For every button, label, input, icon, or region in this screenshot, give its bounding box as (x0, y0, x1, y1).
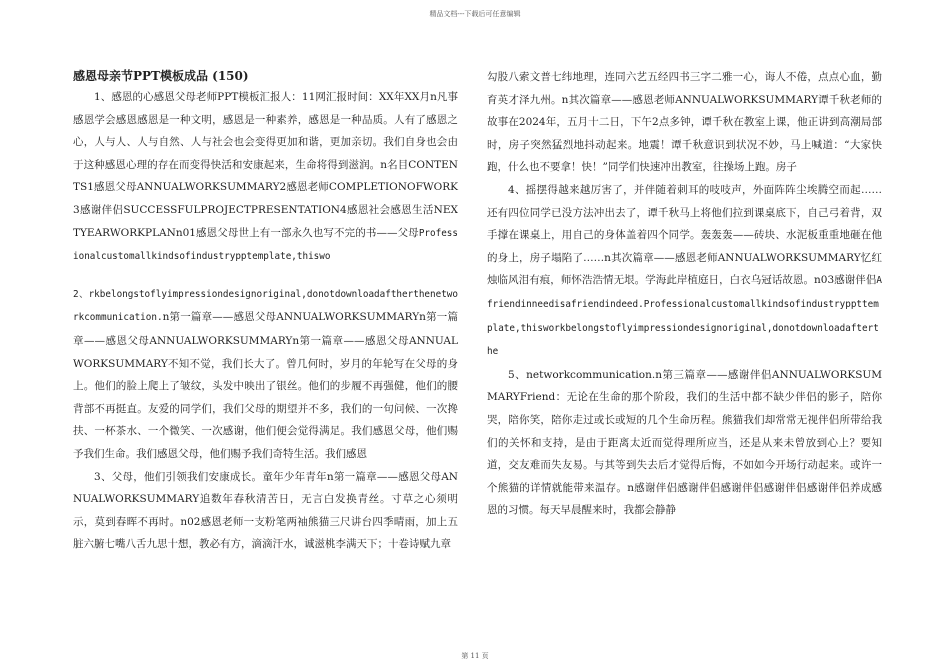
paragraph-5: 5、networkcommunication.n第三篇章——感谢伴侣ANNUALWORKSUMMARYFriend：无论在生命的那个阶段，我们的生活中都不缺少伴侣的影子，陪你哭，陪你笑，陪你走过或长或短的几个生命历程。熊猫我们却常常无视伴侣所带给我们的关怀和支持，是由于距离太近而觉得理所应当，还是从来未曾放到心上？要知道，交友难而失友易。与其等到失去后才觉得后悔，不如如今开场行动起来。或许一个熊猫的详情就能带来温存。n感谢伴侣感谢伴侣感谢伴侣感谢伴侣感谢伴侣养成感恩的习惯。每天早晨醒来时，我都会静静 (487, 368, 882, 517)
left-column (73, 66, 458, 556)
page-footer: 第 11 页 (461, 652, 489, 660)
document-title: 感恩母亲节PPT模板成品 (150) (73, 69, 249, 83)
paragraph-2-text: n第一篇章——感恩父母ANNUALWORKSUMMARYn第一篇章——感恩父母ANNUALWORKSUMMARYn第一篇章——感恩父母ANNUALWORKSUMMARY不知不觉，我们长大了。曾几何时，岁月的年轮写在父母的身上。他们的脸上爬上了皱纹，头发中映出了银丝。他们的步履不再强健，他们的腰背部不再挺直。友爱的同学们，我们父母的期望并不多，我们的一句问候、一次搀扶、一杯茶水、一个微笑、一次感谢，他们便会觉得满足。我们感恩父母，他们赐予我们生命。我们感恩父母，他们赐予我们奇特生活。我们感恩 (73, 311, 458, 460)
paragraph-4 (487, 179, 882, 364)
paragraph-1-text: 1、感恩的心感恩父母老师PPT模板汇报人：11网汇报时间：XX年XX月n凡事感恩学会感恩感恩是一种文明，感恩是一种素养，感恩是一种品质。人有了感恩之心，人与人、人与自然、人与社会也会变得更加和谐，更加亲切。我们自身也会由于这种感恩心理的存在而变得快活和安康起来，生命将得到滋润。n名目CONTENTS1感恩父母ANNUALWORKSUMMARY2感恩老师COMPLETIONOFWORK3感谢伴侣SUCCESSFULPROJECTPRESENTATION4感恩社会感恩生活NEXTYEARWORKPLANn01感恩父母世上有一部永久也写不完的书——父母 (73, 91, 458, 239)
page-header: 精品文档---下载后可任意编辑 (429, 10, 521, 18)
paragraph-2 (73, 283, 458, 466)
paragraph-1 (73, 86, 458, 269)
paragraph-3: 3、父母，他们引领我们安康成长。童年少年青年n第一篇章——感恩父母ANNUALWORKSUMMARY追数年春秋清苦日，无言白发换青丝。寸草之心须明示，莫到春晖不再时。n02感恩老师一支粉笔两袖熊猫三尺讲台四季晴雨，加上五脏六腑七嘴八舌九思十想，教必有方，滴滴汗水，诚滋桃李满天下；十卷诗赋九章 (73, 470, 458, 551)
right-column (487, 66, 882, 522)
paragraph-right-1: 勾股八索文普七纬地理，连同六艺五经四书三字二雅一心，诲人不倦，点点心血，勤育英才泽九州。n其次篇章——感恩老师ANNUALWORKSUMMARY谭千秋老师的故事在2024年，五月十二日，下午2点多钟，谭千秋在教室上课，他正讲到高潮局部时，房子突然猛烈地抖动起来。地震！谭千秋意识到状况不妙，马上喊道：“大家快跑，什么也不要拿！快！”同学们快速冲出教室，往操场上跑。房子 (487, 71, 882, 174)
paragraph-4-text: 4、摇摆得越来越厉害了，并伴随着刺耳的吱吱声，外面阵阵尘埃腾空而起……还有四位同学已没方法冲出去了，谭千秋马上将他们拉到课桌底下，自己弓着背，双手撑在课桌上，用自己的身体盖着四个同学。轰轰轰——砖块、水泥板重重地砸在他的身上，房子塌陷了……n其次篇章——感恩老师ANNUALWORKSUMMARY忆红烛临风泪有痕，师怀浩浩情无垠。学海此岸植庭日，白衣乌冠话故恩。n03感谢伴侣 (487, 183, 882, 287)
paragraph-2-latin: 2、rkbelongstoflyimpressiondesignoriginal,donotdownloadaftherthenetworkcommunication. (73, 288, 458, 324)
paragraph-1-latin: Professionalcustomallkindsofindustrypptemplate,thiswo (73, 227, 458, 263)
paragraph-4-latin: Afriendinneedisafriendindeed.Professionalcustomallkindsofindustryppttemplate,thisworkbelongstoflyimpressiondesignoriginal,donotdownloadafterthe (487, 275, 882, 358)
